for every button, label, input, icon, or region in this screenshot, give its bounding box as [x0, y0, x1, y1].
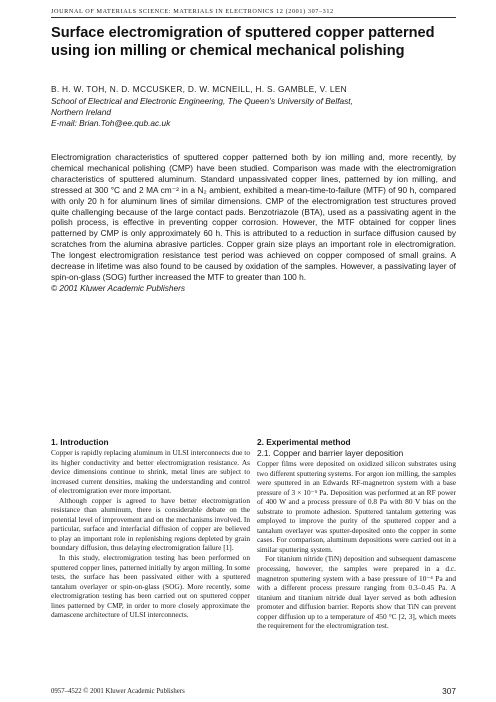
affiliation-line-1: School of Electrical and Electronic Engineering, The Queen’s University of Belfast, — [51, 96, 353, 106]
author-list: B. H. W. TOH, N. D. MCCUSKER, D. W. MCNEILL, H. S. GAMBLE, V. LEN — [51, 84, 347, 94]
footer-issn: 0957–4522 © 2001 Kluwer Academic Publishers — [51, 688, 185, 695]
section-heading-experimental: 2. Experimental method — [257, 437, 351, 447]
experimental-paragraph-1: Copper films were deposited on oxidized silicon substrates using two different sputtering systems. For argon ion milling, the samples were sputtered in an Edwards RF-magnetron system with a base pressure of 3 × 10⁻⁵ Pa. Deposition was performed at an RF power of 400 W and a process pressure of 0.8 Pa with 80 V bias on the substrate to promote adhesion. Sputtered tantalum gettering was employed to improve the purity of the sputtered copper and a tantalum overlayer was sputter-deposited onto the copper in some cases. For comparison, aluminum depositions were carried out in a similar sputtering system. — [257, 459, 457, 554]
header-rule — [51, 17, 456, 18]
abstract — [51, 152, 456, 294]
paper-title: Surface electromigration of sputtered copper patterned using ion milling or chemical mechanical polishing — [51, 25, 435, 59]
affiliation-block — [51, 96, 456, 129]
intro-paragraph-1: Copper is rapidly replacing aluminum in ULSI interconnects due to its higher conductivity and better electromigration resistance. As device dimensions continue to shrink, metal lines are subject to increased current densities, making the understanding and control of electromigration ever more important. — [51, 448, 250, 496]
right-column — [257, 437, 456, 631]
left-column — [51, 437, 250, 620]
subsection-heading-deposition: 2.1. Copper and barrier layer deposition — [257, 448, 404, 458]
section-heading-introduction: 1. Introduction — [51, 437, 109, 447]
page-number: 307 — [442, 686, 456, 696]
intro-paragraph-2: Although copper is agreed to have better electromigration resistance than aluminum, there is considerable debate on the potential level of improvement and on the mechanisms involved. In particular, surface and interfacial diffusion of copper are believed to play an important role in replenishing regions depleted by grain boundary diffusion, thus delaying electromigration failure [1]. — [51, 495, 250, 553]
abstract-copyright: © 2001 Kluwer Academic Publishers — [51, 282, 186, 293]
affiliation-line-2: Northern Ireland — [51, 107, 111, 117]
experimental-paragraph-2: For titanium nitride (TiN) deposition and subsequent damascene processing, however, the samples were prepared in a d.c. magnetron sputtering system with a base pressure of 10⁻⁴ Pa and with a different process pressure ranging from 0.3–0.45 Pa. A titanium and titanium nitride dual layer served as both adhesion promoter and diffusion barrier. Reports show that TiN can prevent copper diffusion up to a temperature of 450 °C [2, 3], which meets the requirement for the electromigration test. — [257, 554, 456, 631]
author-email[interactable]: E-mail: Brian.Toh@ee.qub.ac.uk — [51, 118, 171, 128]
abstract-text: Electromigration characteristics of sputtered copper patterned both by ion milling and, more recently, by chemical mechanical polishing (CMP) have been studied. Comparison was made with the electromigration characteristics of sputtered aluminum. Standard unpassivated copper lines, patterned by ion milling, and stressed at 300 °C and 2 MA cm⁻² in a N₂ ambient, exhibited a mean-time-to-failure (MTF) of 90 h, compared with only 20 h for aluminum lines of similar dimensions. CMP of the electromigration test structures proved quite challenging because of the large contact pads. Benzotriazole (BTA), used as a passivating agent in the polish process, is effective in preventing copper corrosion. However, the MTF obtained for copper lines patterned by CMP is only approximately 60 h. This is attributed to a reduction in surface diffusion caused by scratches from the alumina abrasive particles. Copper grain size plays an important role in electromigration. The longest electromigration resistance test period was achieved on copper composed of small grains. A decrease in lifetime was also found to be caused by oxidation of the samples. However, a passivating layer of spin-on-glass (SOG) further increased the MTF to greater than 100 h. — [51, 152, 456, 282]
journal-header: JOURNAL OF MATERIALS SCIENCE: MATERIALS IN ELECTRONICS 12 (2001) 307–312 — [51, 8, 334, 15]
intro-paragraph-3: In this study, electromigration testing has been performed on sputtered copper lines, patterned initially by argon milling. In some tests, the surface has been passivated either with a sputtered tantalum overlayer or spin-on-glass (SOG). More recently, some electromigration testing has been carried out on sputtered copper lines patterned by CMP, in order to more closely approximate the damascene architecture of ULSI interconnects. — [51, 553, 250, 620]
